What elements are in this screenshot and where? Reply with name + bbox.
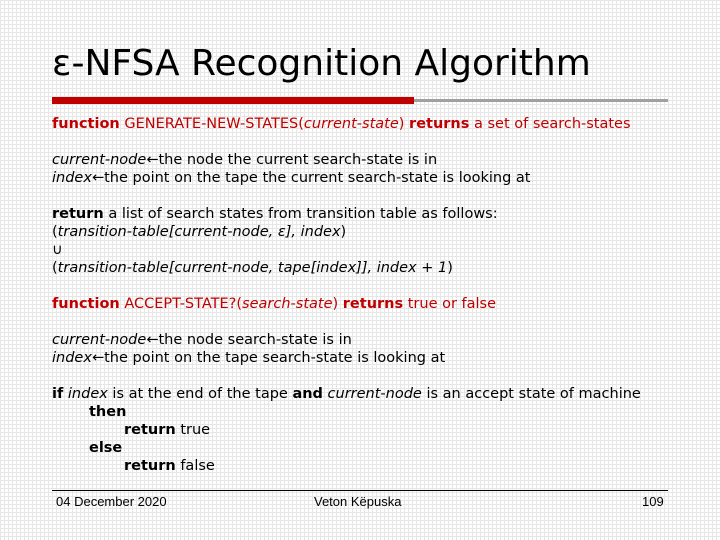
keyword-if: if bbox=[52, 386, 64, 402]
return-text: a list of search states from transition table as follows: bbox=[103, 206, 498, 222]
then-line bbox=[52, 403, 712, 421]
function-name: ACCEPT-STATE?( bbox=[119, 296, 243, 312]
footer-author: Veton Këpuska bbox=[314, 494, 402, 509]
definition-text: ←the node search-state is in bbox=[146, 332, 352, 348]
function-param: search-state bbox=[242, 296, 333, 312]
paren-close: ) bbox=[447, 260, 453, 276]
footer-date: 04 December 2020 bbox=[56, 494, 167, 509]
variable-current-node: current-node bbox=[322, 386, 422, 402]
function-return-desc: true or false bbox=[403, 296, 497, 312]
return-true-line bbox=[52, 421, 712, 439]
title-underline-gray bbox=[414, 99, 668, 102]
definition-current-node-2 bbox=[52, 331, 712, 349]
keyword-function: function bbox=[52, 296, 120, 312]
variable-index: index bbox=[63, 386, 108, 402]
keyword-else: else bbox=[89, 440, 123, 456]
expression: transition-table[current-node, ε], index bbox=[57, 224, 341, 240]
keyword-then: then bbox=[89, 404, 127, 420]
keyword-and: and bbox=[292, 386, 323, 402]
variable-current-node: current-node bbox=[52, 152, 147, 168]
function-close: ) bbox=[332, 296, 343, 312]
if-line bbox=[52, 385, 712, 403]
function-accept-line bbox=[52, 295, 712, 313]
transition-expr-tape bbox=[52, 259, 712, 277]
keyword-return: return bbox=[124, 458, 176, 474]
value-true: true bbox=[175, 422, 211, 438]
condition-text: is at the end of the tape bbox=[107, 386, 293, 402]
footer-divider bbox=[52, 490, 668, 491]
variable-current-node: current-node bbox=[52, 332, 147, 348]
footer-page-number: 109 bbox=[642, 494, 664, 509]
variable-index: index bbox=[52, 350, 92, 366]
definition-text: ←the node the current search-state is in bbox=[146, 152, 438, 168]
transition-expr-epsilon bbox=[52, 223, 712, 241]
definition-text: ←the point on the tape search-state is looking at bbox=[91, 350, 446, 366]
keyword-returns: returns bbox=[342, 296, 404, 312]
function-close: ) bbox=[398, 116, 410, 132]
definition-text: ←the point on the tape the current search-state is looking at bbox=[91, 170, 531, 186]
union-symbol: ∪ bbox=[52, 242, 63, 258]
function-name: GENERATE-NEW-STATES( bbox=[119, 116, 304, 132]
paren-open: ( bbox=[52, 260, 58, 276]
variable-index: index bbox=[52, 170, 92, 186]
expression: transition-table[current-node, tape[index]], index + 1 bbox=[57, 260, 448, 276]
union-line bbox=[52, 241, 712, 259]
value-false: false bbox=[175, 458, 215, 474]
keyword-return: return bbox=[52, 206, 104, 222]
keyword-returns: returns bbox=[409, 116, 470, 132]
title-underline-red bbox=[52, 97, 414, 104]
return-false-line bbox=[52, 457, 712, 475]
function-generate-line bbox=[52, 115, 712, 133]
definition-index bbox=[52, 169, 712, 187]
paren-open: ( bbox=[52, 224, 58, 240]
keyword-function: function bbox=[52, 116, 120, 132]
function-return-desc: a set of search-states bbox=[469, 116, 631, 132]
algorithm-body bbox=[52, 115, 712, 475]
return-line bbox=[52, 205, 712, 223]
keyword-return: return bbox=[124, 422, 176, 438]
condition-text: is an accept state of machine bbox=[421, 386, 641, 402]
function-param: current-state bbox=[303, 116, 399, 132]
else-line bbox=[52, 439, 712, 457]
definition-current-node bbox=[52, 151, 712, 169]
paren-close: ) bbox=[340, 224, 347, 240]
definition-index-2 bbox=[52, 349, 712, 367]
slide-title: ε-NFSA Recognition Algorithm bbox=[52, 43, 591, 84]
